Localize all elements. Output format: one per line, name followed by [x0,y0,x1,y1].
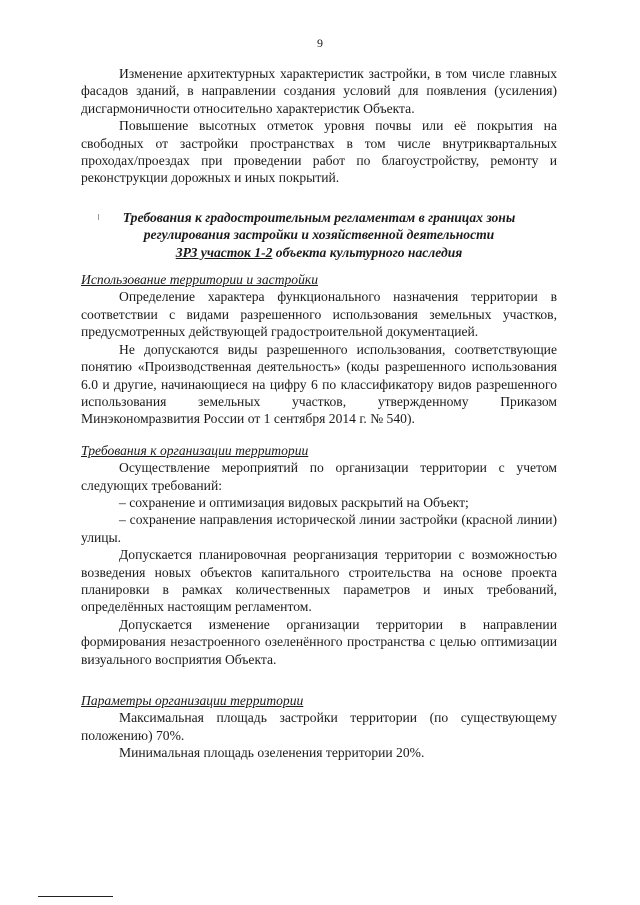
land-use-paragraph-1: Определение характера функционального назначения территории в соответствии с видами разрешенного использования земельных участков, предусмотренных действующей градостроительной документацией. [81,289,557,340]
document-body [81,65,557,762]
heading-line-1: Требования к градостроительным регламентам в границах зоны [122,209,516,225]
land-use-paragraph-2: Не допускаются виды разрешенного использования, соответствующие понятию «Производственная деятельность» (коды разрешенного использования 6.0 и другие, начинающиеся на цифру 6 по классификатору видов разрешенного использования земельных участков, утвержденному Приказом Минэкономразвития России от 1 сентября 2014 г. № 540). [81,341,557,427]
parameters-paragraph-1: Максимальная площадь застройки территории (по существующему положению) 70%. [81,710,557,743]
organization-item-2: – сохранение направления исторической линии застройки (красной линии) улицы. [81,512,557,545]
organization-item-1: – сохранение и оптимизация видовых раскрытий на Объект; [119,494,469,510]
intro-paragraph-1: Изменение архитектурных характеристик застройки, в том числе главных фасадов зданий, в направлении создания условий для появления (усиления) дисгармоничности относительно характеристик Объекта. [81,66,557,116]
organization-paragraph-2: Допускается планировочная реорганизация территории с возможностью возведения новых объектов капитального строительства на основе проекта планировки в рамках количественных параметров и иных требований, определённых настоящим регламентом. [81,547,557,615]
subheading-land-use: Использование территории и застройки [81,272,319,288]
intro-paragraph-2: Повышение высотных отметок уровня почвы или её покрытия на свободных от застройки пространствах в том числе внутриквартальных проходах/проездах при проведении работ по благоустройству, ремонту и реконструкции дорожных и иных покрытий. [81,118,557,186]
organization-paragraph-3: Допускается изменение организации территории в направлении формирования незастроенного озеленённого пространства с целью оптимизации визуального восприятия Объекта. [81,616,557,667]
heading-line-3-rest: объекта культурного наследия [272,244,463,260]
heading-zone-code: ЗРЗ участок 1-2 [175,244,273,260]
subheading-organization: Требования к организации территории [81,442,309,458]
heading-line-3 [81,244,557,261]
organization-paragraph-1: Осуществление мероприятий по организации территории с учетом следующих требований: [81,460,557,493]
page-number: 9 [317,36,323,50]
heading-line-2: регулирования застройки и хозяйственной деятельности [143,227,495,243]
footer-rule [38,896,113,897]
parameters-paragraph-2: Минимальная площадь озеленения территории 20%. [119,745,425,761]
section-heading [81,209,557,261]
subheading-parameters: Параметры организации территории [81,693,304,708]
